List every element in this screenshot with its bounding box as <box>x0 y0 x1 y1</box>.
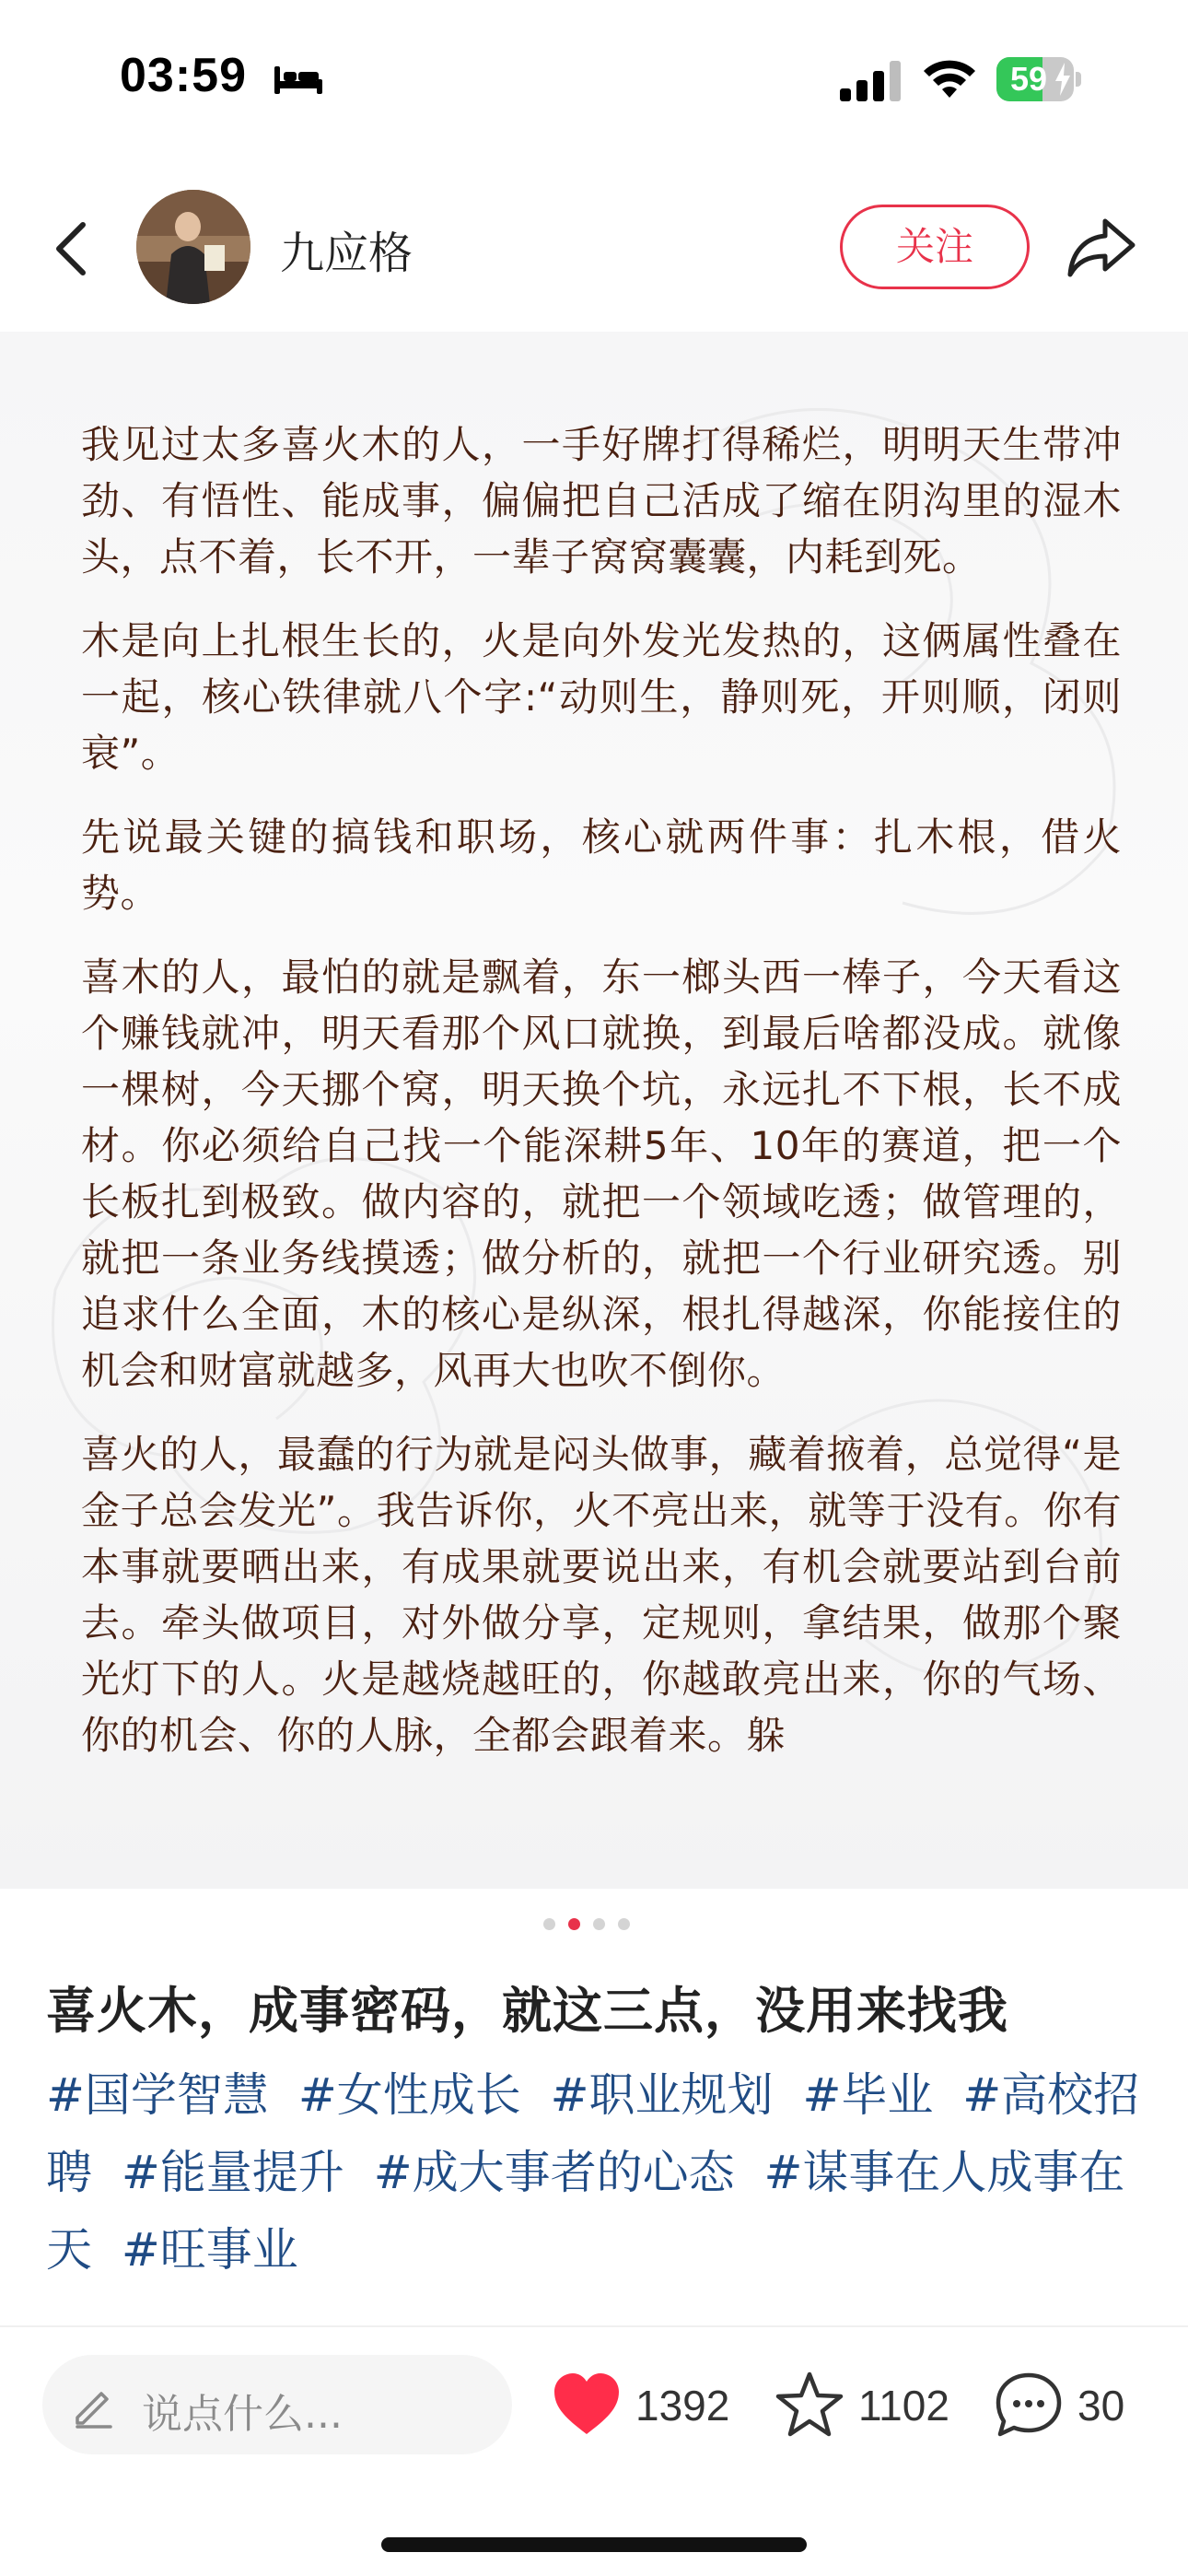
author-name[interactable]: 九应格 <box>280 228 413 279</box>
post-image-card[interactable] <box>0 332 1188 1889</box>
avatar[interactable] <box>136 190 250 304</box>
pager-dot-active <box>568 1918 580 1930</box>
card-paragraph: 我见过太多喜火木的人，一手好牌打得稀烂，明明天生带冲劲、有悟性、能成事，偏偏把自己活成了缩在阴沟里的湿木头，点不着，长不开，一辈子窝窝囊囊，内耗到死。 <box>81 422 1122 580</box>
wifi-icon <box>921 55 978 101</box>
status-time: 03:59 <box>120 49 247 102</box>
like-count: 1392 <box>635 2382 730 2430</box>
bottom-divider <box>0 2325 1188 2327</box>
hashtag-link[interactable]: #成大事者的心态 <box>373 2146 735 2199</box>
hashtag-link[interactable]: #能量提升 <box>121 2146 344 2199</box>
image-pager <box>543 1918 645 1931</box>
home-indicator <box>381 2537 807 2552</box>
favorite-count: 1102 <box>858 2382 949 2430</box>
comment-placeholder: 说点什么... <box>142 2391 343 2438</box>
status-bar <box>0 0 1188 157</box>
comment-input[interactable] <box>42 2355 512 2454</box>
hashtag-link[interactable]: #毕业 <box>802 2068 934 2122</box>
like-button[interactable] <box>551 2368 753 2441</box>
hashtag-link[interactable]: #国学智慧 <box>46 2068 269 2122</box>
hashtag-link[interactable]: #女性成长 <box>297 2068 521 2122</box>
chevron-left-icon[interactable] <box>37 212 111 286</box>
post-header <box>0 175 1188 322</box>
battery-icon <box>996 57 1081 101</box>
pager-dot <box>543 1918 555 1930</box>
star-icon <box>774 2370 845 2440</box>
pager-dot <box>618 1918 630 1930</box>
bed-icon <box>273 63 324 96</box>
card-paragraph: 木是向上扎根生长的，火是向外发光发热的，这俩属性叠在一起，核心铁律就八个字:“动则生，静则死，开则顺，闭则衰”。 <box>81 618 1122 776</box>
hashtag-link[interactable]: #高校招聘 <box>46 2068 1140 2199</box>
follow-button[interactable]: 关注 <box>840 205 1030 289</box>
signal-icon <box>840 61 901 101</box>
card-paragraph: 喜火的人，最蠢的行为就是闷头做事，藏着掖着，总觉得“是金子总会发光”。我告诉你，火不亮出来，就等于没有。你有本事就要晒出来，有成果就要说出来，有机会就要站到台前去。牵头做项目，对外做分享，定规则，拿结果，做那个聚光灯下的人。火是越烧越旺的，你越敢亮出来，你的气场、你的机会、你的人脉，全都会跟着来。躲 <box>81 1432 1122 1758</box>
pencil-icon <box>70 2383 116 2429</box>
card-paragraph: 先说最关键的搞钱和职场，核心就两件事：扎木根，借火势。 <box>81 814 1122 916</box>
pager-dot <box>593 1918 605 1930</box>
post-title: 喜火木，成事密码，就这三点，没用来找我 <box>46 1982 1008 2040</box>
share-arrow-icon[interactable] <box>1065 214 1138 280</box>
chat-bubble-icon <box>993 2370 1065 2440</box>
card-text <box>81 416 1122 1791</box>
comment-count: 30 <box>1077 2382 1125 2430</box>
tag-list <box>46 2056 1151 2289</box>
battery-percent: 59 <box>1009 60 1048 98</box>
favorite-button[interactable] <box>774 2368 976 2441</box>
hashtag-link[interactable]: #旺事业 <box>121 2223 298 2277</box>
comment-button[interactable] <box>993 2368 1159 2441</box>
card-paragraph: 喜木的人，最怕的就是飘着，东一榔头西一棒子，今天看这个赚钱就冲，明天看那个风口就换，到最后啥都没成。就像一棵树，今天挪个窝，明天换个坑，永远扎不下根，长不成材。你必须给自己找一个能深耕5年、10年的赛道，把一个长板扎到极致。做内容的，就把一个领域吃透；做管理的，就把一条业务线摸透；做分析的，就把一个行业研究透。别追求什么全面，木的核心是纵深，根扎得越深，你能接住的机会和财富就越多，风再大也吹不倒你。 <box>81 954 1122 1393</box>
hashtag-link[interactable]: #谋事在人成事在天 <box>46 2146 1125 2277</box>
heart-icon <box>551 2370 623 2440</box>
hashtag-link[interactable]: #职业规划 <box>550 2068 774 2122</box>
